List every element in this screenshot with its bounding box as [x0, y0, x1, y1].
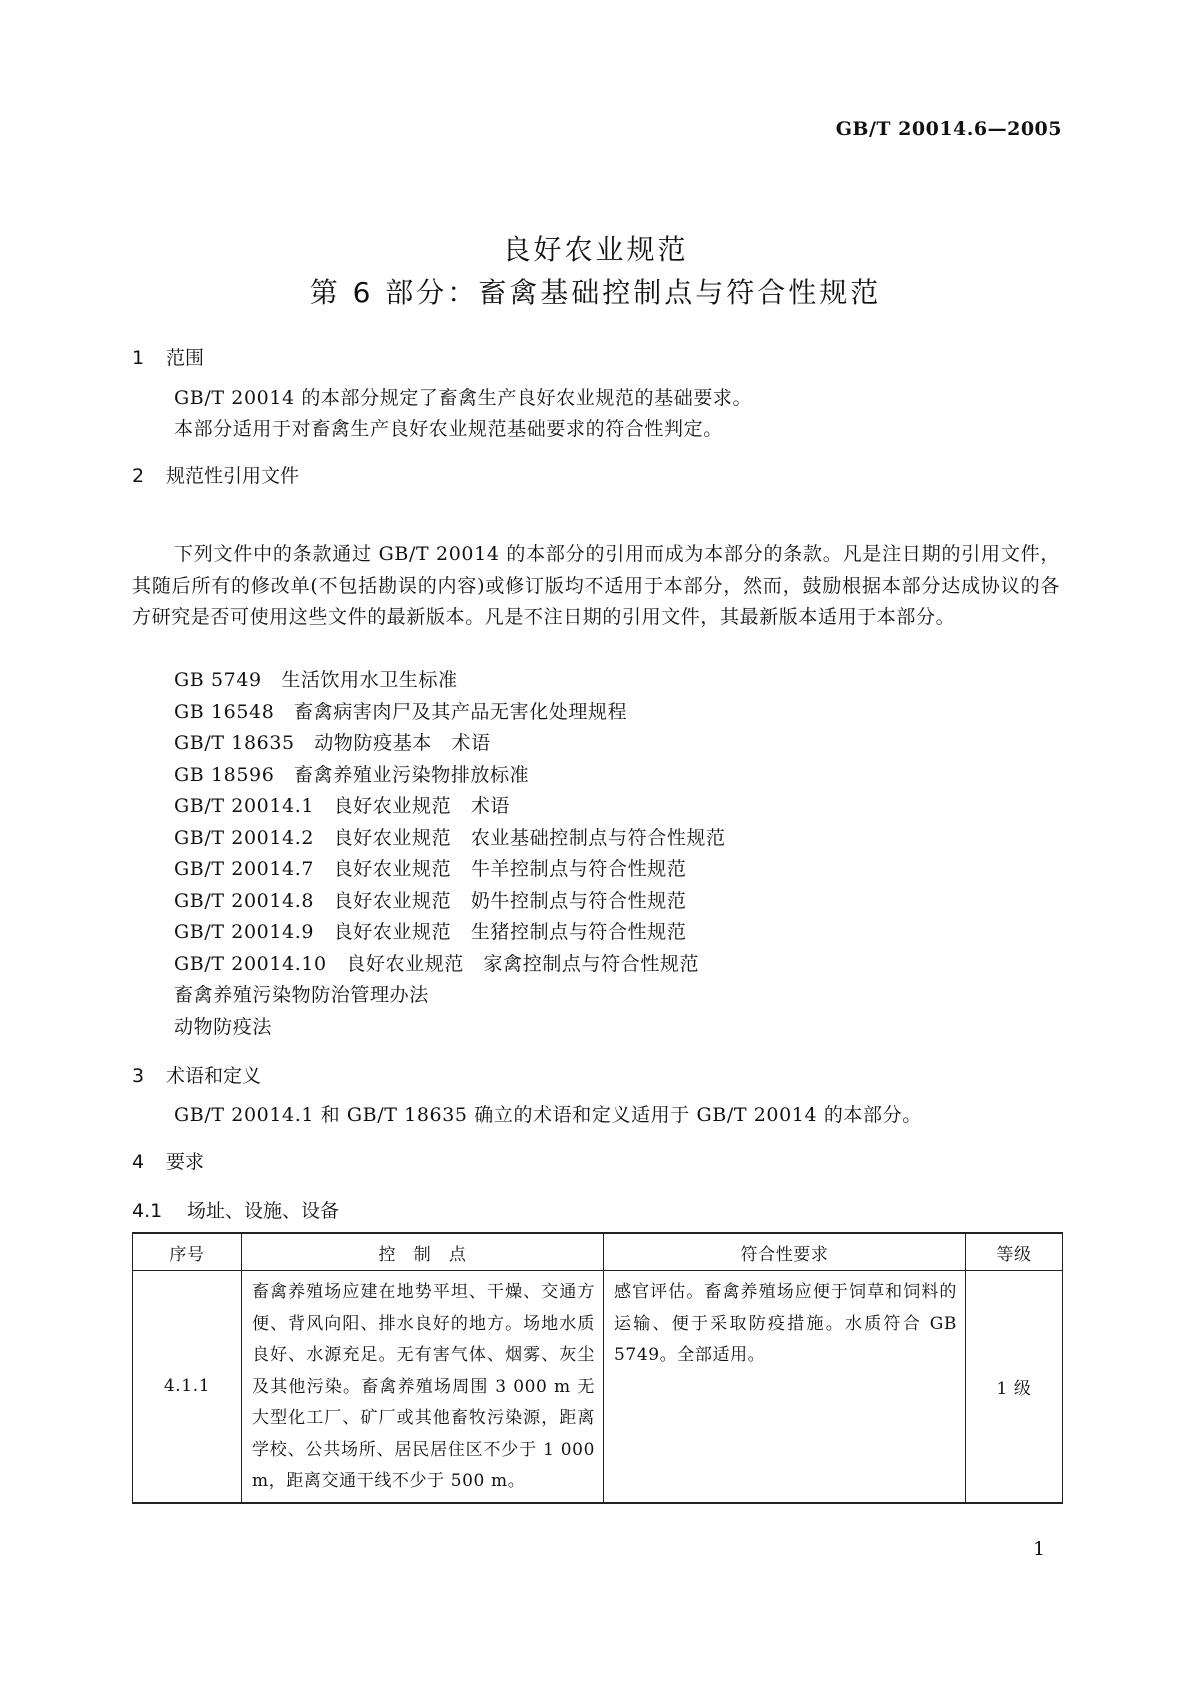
row-serial: 4.1.1	[133, 1271, 242, 1503]
reference-item: GB/T 20014.2 良好农业规范 农业基础控制点与符合性规范	[174, 826, 726, 849]
row-level: 1 级	[966, 1271, 1063, 1503]
header-serial: 序号	[133, 1233, 242, 1271]
reference-item: GB/T 20014.10 良好农业规范 家禽控制点与符合性规范	[174, 952, 700, 975]
table-row	[133, 1271, 1063, 1503]
reference-item: GB 16548 畜禽病害肉尸及其产品无害化处理规程	[174, 700, 628, 723]
section-number: 1	[132, 347, 145, 369]
header-control-point: 控 制 点	[242, 1233, 604, 1271]
document-subtitle: 第 6 部分：畜禽基础控制点与符合性规范	[309, 276, 882, 309]
row-compliance: 感官评估。畜禽养殖场应便于饲草和饲料的运输、便于采取防疫措施。水质符合 GB 5749。全部适用。	[604, 1271, 966, 1503]
normative-intro-paragraph: 下列文件中的条款通过 GB/T 20014 的本部分的引用而成为本部分的条款。凡是注日期的引用文件，其随后所有的修改单(不包括勘误的内容)或修订版均不适用于本部分，然而，鼓励根据本部分达成协议的各方研究是否可使用这些文件的最新版本。凡是不注日期的引用文件，其最新版本适用于本部分。	[132, 543, 1060, 628]
reference-item: GB/T 20014.7 良好农业规范 牛羊控制点与符合性规范	[174, 858, 687, 880]
section-title: 范围	[166, 347, 205, 369]
reference-item: GB 18596 畜禽养殖业污染物排放标准	[174, 763, 530, 786]
section-2-heading	[132, 461, 299, 488]
reference-item: GB/T 20014.9 良好农业规范 生猪控制点与符合性规范	[174, 921, 687, 943]
reference-item: GB 5749 生活饮用水卫生标准	[174, 669, 458, 691]
reference-item: GB/T 18635 动物防疫基本 术语	[174, 732, 491, 754]
section-title: 规范性引用文件	[166, 465, 300, 487]
scope-paragraph-1: GB/T 20014 的本部分规定了畜禽生产良好农业规范的基础要求。	[174, 387, 753, 409]
header-level: 等级	[966, 1233, 1063, 1271]
reference-item: GB/T 20014.8 良好农业规范 奶牛控制点与符合性规范	[174, 889, 687, 912]
section-number: 4.1	[132, 1200, 163, 1222]
section-number: 2	[132, 465, 145, 487]
reference-item: 畜禽养殖污染物防治管理办法	[174, 984, 429, 1006]
section-4-heading	[132, 1147, 204, 1174]
reference-item: 动物防疫法	[174, 1015, 273, 1038]
reference-item: GB/T 20014.1 良好农业规范 术语	[174, 795, 511, 817]
section-title: 术语和定义	[166, 1065, 262, 1087]
section-title: 要求	[166, 1151, 205, 1173]
terms-paragraph: GB/T 20014.1 和 GB/T 18635 确立的术语和定义适用于 GB/T 20014 的本部分。	[174, 1104, 922, 1126]
section-number: 3	[132, 1065, 145, 1087]
section-title: 场址、设施、设备	[187, 1200, 340, 1222]
requirements-table	[132, 1232, 1063, 1504]
reference-list	[174, 665, 726, 1043]
section-3-heading	[132, 1061, 261, 1088]
header-compliance: 符合性要求	[604, 1233, 966, 1271]
scope-paragraph-2: 本部分适用于对畜禽生产良好农业规范基础要求的符合性判定。	[174, 418, 723, 440]
section-number: 4	[132, 1151, 145, 1173]
section-4-1-heading	[132, 1196, 339, 1223]
document-code: GB/T 20014.6—2005	[835, 118, 1062, 140]
document-title: 良好农业规范	[502, 233, 689, 266]
table-header-row	[133, 1233, 1063, 1271]
page-number: 1	[1033, 1538, 1046, 1560]
section-1-heading	[132, 343, 204, 370]
row-control-point: 畜禽养殖场应建在地势平坦、干燥、交通方便、背风向阳、排水良好的地方。场地水质良好、水源充足。无有害气体、烟雾、灰尘及其他污染。畜禽养殖场周围 3 000 m 无大型化工厂、矿厂或其他畜牧污染源，距离学校、公共场所、居民居住区不少于 1 000 m，距离交通干线不少于 500 m。	[242, 1271, 604, 1503]
